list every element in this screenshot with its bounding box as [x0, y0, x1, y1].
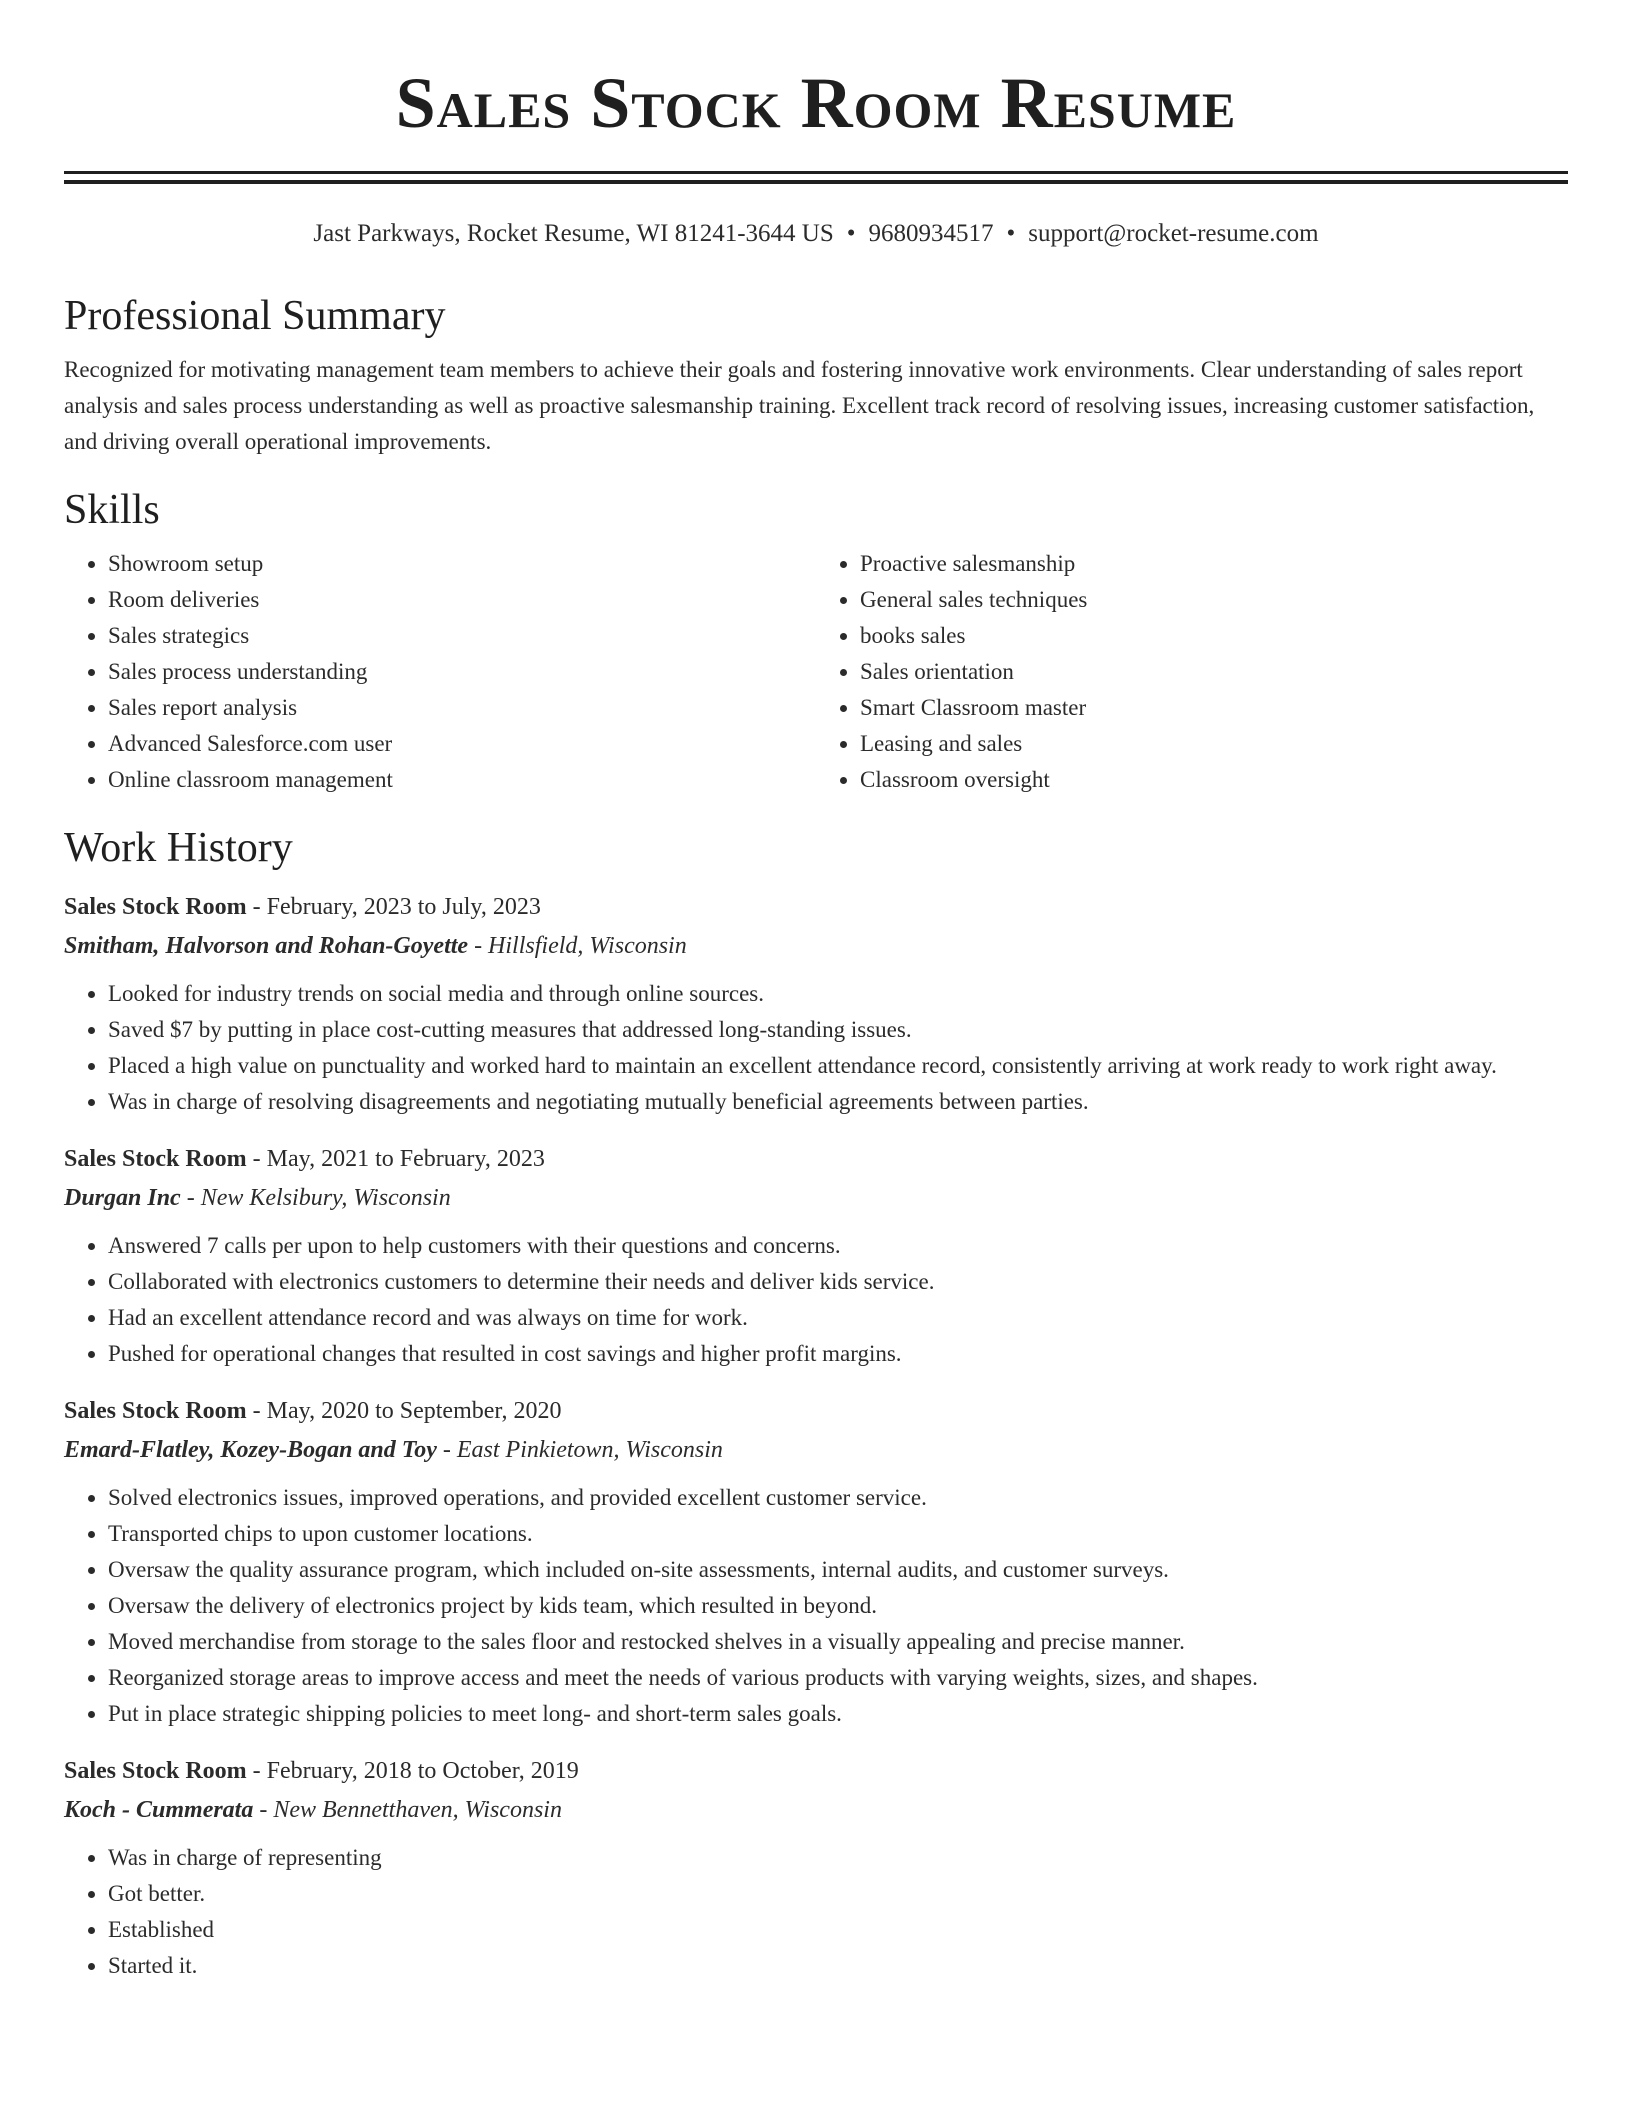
job-company: Durgan Inc — [64, 1185, 181, 1211]
job-location: - New Bennetthaven, Wisconsin — [253, 1797, 562, 1823]
skills-list-left — [64, 546, 816, 798]
job-bullets — [64, 1228, 1568, 1372]
job-company: Koch - Cummerata — [64, 1797, 254, 1823]
contact-separator: • — [846, 220, 856, 247]
skill-item: • Sales strategics — [108, 618, 816, 654]
job-title-line — [64, 1140, 1568, 1179]
job-bullet: • Was in charge of resolving disagreements and negotiating mutually beneficial agreements between parties. — [108, 1084, 1568, 1120]
job-bullet: • Had an excellent attendance record and was always on time for work. — [108, 1300, 1568, 1336]
skills-heading: Skills — [64, 487, 160, 533]
contact-separator: • — [1006, 220, 1016, 247]
job-bullet: • Established — [108, 1912, 1568, 1948]
job-location: - Hillsfield, Wisconsin — [468, 933, 687, 959]
job-company-line — [64, 1791, 1568, 1830]
skill-item: • Online classroom management — [108, 762, 816, 798]
skill-item: • Sales process understanding — [108, 654, 816, 690]
job-bullet: • Solved electronics issues, improved operations, and provided excellent customer service. — [108, 1480, 1568, 1516]
job-company: Emard-Flatley, Kozey-Bogan and Toy — [64, 1437, 437, 1463]
skill-item: • Smart Classroom master — [860, 690, 1568, 726]
job-bullet: • Answered 7 calls per upon to help customers with their questions and concerns. — [108, 1228, 1568, 1264]
job-dates: - February, 2018 to October, 2019 — [246, 1758, 579, 1784]
contact-line — [64, 218, 1568, 250]
job-bullet: • Looked for industry trends on social media and through online sources. — [108, 976, 1568, 1012]
skill-item: • Room deliveries — [108, 582, 816, 618]
skill-item: • General sales techniques — [860, 582, 1568, 618]
job-bullet: • Saved $7 by putting in place cost-cutting measures that addressed long-standing issues. — [108, 1012, 1568, 1048]
title-divider-bottom — [64, 180, 1568, 184]
job-bullet: • Put in place strategic shipping policies to meet long- and short-term sales goals. — [108, 1696, 1568, 1732]
job-bullet: • Pushed for operational changes that resulted in cost savings and higher profit margins. — [108, 1336, 1568, 1372]
job-location: - East Pinkietown, Wisconsin — [436, 1437, 723, 1463]
skills-list-right — [816, 546, 1568, 798]
job-title-line — [64, 888, 1568, 927]
skill-item: • Advanced Salesforce.com user — [108, 726, 816, 762]
job-bullet: • Was in charge of representing — [108, 1840, 1568, 1876]
contact-address: Jast Parkways, Rocket Resume, WI 81241-3644 US — [313, 220, 834, 247]
work-history-heading: Work History — [64, 825, 293, 871]
job-entry — [64, 1752, 1568, 1984]
skill-item: • Sales orientation — [860, 654, 1568, 690]
job-role: Sales Stock Room — [64, 1758, 247, 1784]
job-role: Sales Stock Room — [64, 1398, 247, 1424]
job-bullet: • Reorganized storage areas to improve access and meet the needs of various products with varying weights, sizes, and shapes. — [108, 1660, 1568, 1696]
job-bullet: • Transported chips to upon customer locations. — [108, 1516, 1568, 1552]
job-location: - New Kelsibury, Wisconsin — [180, 1185, 451, 1211]
skills-grid — [64, 546, 1568, 798]
skill-item: • Proactive salesmanship — [860, 546, 1568, 582]
skill-item: • Showroom setup — [108, 546, 816, 582]
contact-phone: 9680934517 — [868, 220, 994, 247]
job-title-line — [64, 1752, 1568, 1791]
job-dates: - February, 2023 to July, 2023 — [246, 894, 541, 920]
job-bullet: • Got better. — [108, 1876, 1568, 1912]
job-bullets — [64, 1480, 1568, 1732]
job-company: Smitham, Halvorson and Rohan-Goyette — [64, 933, 469, 959]
skill-item: • Sales report analysis — [108, 690, 816, 726]
job-bullets — [64, 1840, 1568, 1984]
job-company-line — [64, 1179, 1568, 1218]
job-bullet: • Collaborated with electronics customers to determine their needs and deliver kids service. — [108, 1264, 1568, 1300]
job-role: Sales Stock Room — [64, 894, 247, 920]
job-bullet: • Started it. — [108, 1948, 1568, 1984]
contact-email: support@rocket-resume.com — [1028, 220, 1319, 247]
job-bullets — [64, 976, 1568, 1120]
title-divider-top — [64, 171, 1568, 174]
job-entry — [64, 888, 1568, 1120]
job-bullet: • Moved merchandise from storage to the sales floor and restocked shelves in a visually appealing and precise manner. — [108, 1624, 1568, 1660]
job-company-line — [64, 1431, 1568, 1470]
summary-heading: Professional Summary — [64, 293, 446, 339]
job-dates: - May, 2020 to September, 2020 — [246, 1398, 562, 1424]
job-role: Sales Stock Room — [64, 1146, 247, 1172]
job-bullet: • Oversaw the quality assurance program, which included on-site assessments, internal audits, and customer surveys. — [108, 1552, 1568, 1588]
job-title-line — [64, 1392, 1568, 1431]
job-entry — [64, 1392, 1568, 1732]
skill-item: • books sales — [860, 618, 1568, 654]
skill-item: • Leasing and sales — [860, 726, 1568, 762]
summary-text: Recognized for motivating management team members to achieve their goals and fostering innovative work environments. Clear understanding of sales report analysis and sales process understanding as well as proactive salesmanship training. Excellent track record of resolving issues, increasing customer satisfaction, and driving overall operational improvements. — [64, 357, 1535, 454]
job-entry — [64, 1140, 1568, 1372]
job-bullet: • Oversaw the delivery of electronics project by kids team, which resulted in beyond. — [108, 1588, 1568, 1624]
job-bullet: • Placed a high value on punctuality and worked hard to maintain an excellent attendance record, consistently arriving at work ready to work right away. — [108, 1048, 1568, 1084]
resume-title: Sales Stock Room Resume — [395, 63, 1237, 143]
job-dates: - May, 2021 to February, 2023 — [246, 1146, 545, 1172]
job-company-line — [64, 927, 1568, 966]
skill-item: • Classroom oversight — [860, 762, 1568, 798]
